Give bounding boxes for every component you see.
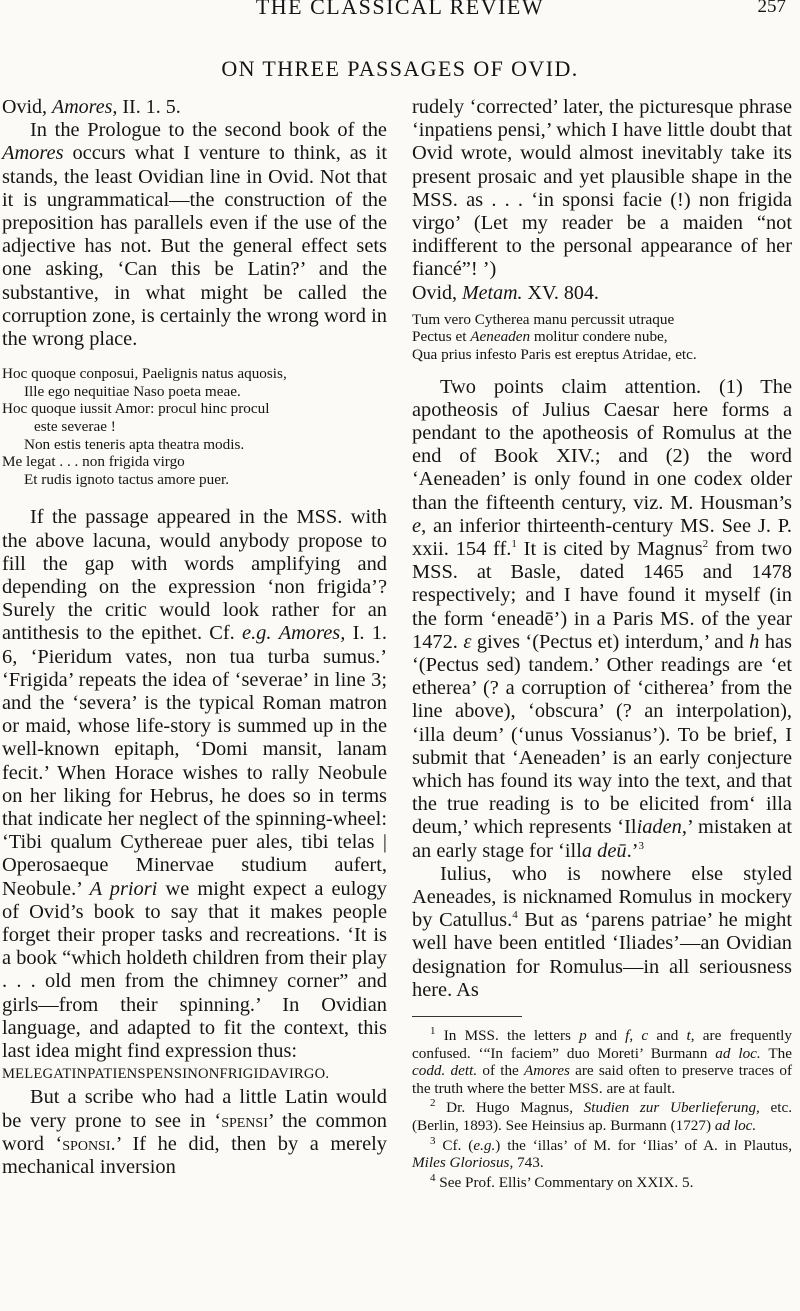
page-number: 257 — [757, 0, 786, 17]
footnote-ref[interactable]: 3 — [638, 839, 644, 852]
footnote-ref[interactable]: 4 — [512, 909, 518, 922]
footnote: $^2$ Dr. Hugo Magnus, Studien zur Uberlieferung, etc. (Berlin, 1893). See Heinsius ap. Burmann (1727) ad loc. — [412, 1097, 793, 1135]
verse-line: Me legat . . . non frigida virgo — [2, 453, 185, 471]
footnote-ref[interactable]: 1 — [511, 538, 517, 551]
footnote-divider — [412, 1016, 522, 1017]
verse-line: Tum vero Cytherea manu percussit utraque — [412, 310, 675, 328]
verse-quotation — [412, 311, 792, 364]
footnote: $^1$ In MSS. the letters p and f, c and t, are frequently confused. ‘“In faciem” duo Moreti’ Burmann ad loc. The codd. dett. of the Amores are said often to preserve traces of the truth where the better MSS. are at fault. — [412, 1025, 792, 1097]
verse-line: Hoc quoque conposui, Paelignis natus aquosis, — [2, 365, 287, 383]
verse-line: Ille ego nequitiae Naso poeta meae. — [24, 382, 241, 400]
footnote-ref[interactable]: 2 — [702, 538, 709, 551]
capitals-reconstruction: MELEGATINPATIENSPENSINONFRIGIDAVIRGO. — [2, 1066, 330, 1083]
section-heading-amores: Ovid, Amores, II. 1. 5. — [2, 96, 181, 118]
paragraph: But a scribe who had a little Latin would be very prone to see in ‘spensi’ the common word ‘sponsi.’ If he did, then by a merely mechanical inversion — [2, 1086, 387, 1179]
verse-quotation — [2, 365, 387, 488]
section-heading-metam: Ovid, Metam. XV. 804. — [412, 281, 599, 304]
article-title: ON THREE PASSAGES OF OVID. — [221, 56, 579, 81]
verse-line: Pectus et Aeneaden molitur condere nube, — [412, 328, 668, 346]
verse-line: este severae ! — [34, 418, 116, 436]
footnotes — [412, 1027, 792, 1191]
paragraph: In the Prologue to the second book of the Amores occurs what I venture to think, as it stands, the least Ovidian line in Ovid. Not that it is ungrammatical—the construction of the preposition has parallels even if the use of the adjective has not. But the general effect sets one asking, ‘Can this be Latin?’ and the substantive, in what might be called the corruption zone, is certainly the wrong word in the wrong place. — [2, 119, 387, 351]
running-header — [0, 0, 800, 26]
right-column — [412, 96, 792, 1193]
paragraph: If the passage appeared in the MSS. with the above lacuna, would anybody propose to fill the gap with words amplifying and depending on the expression ‘non frigida’? Surely the critic would look rather for an antithesis to the epithet. Cf. e.g. Amores, I. 1. 6, ‘Pieridum vates, non tua turba sumus.’ ‘Frigida’ repeats the idea of ‘severae’ in line 3; and the ‘severa’ is the typical Roman matron or maid, whose life-story is summed up in the well-known epitaph, ‘Domi mansit, lanam fecit.’ When Horace wishes to rally Neobule on her liking for Hebrus, he does so in terms that indicate her neglect of the spinning-wheel: ‘Tibi qualum Cythereae puer ales, tibi telas | Operosaeque Minervae studium aufert, Neobule.’ A priori we might expect a eulogy of Ovid’s book to say that it makes people forget their proper tasks and recreations. ‘It is a book “which holdeth children from their play . . . old men from the chimney corner” and girls—from their spinning.’ In Ovidian language, and adapted to fit the context, this last idea might find expression thus: — [2, 506, 387, 1063]
verse-line: Qua prius infesto Paris est ereptus Atridae, etc. — [412, 346, 697, 364]
paragraph: Two points claim attention. (1) The apotheosis of Julius Caesar here forms a pendant to the apotheosis of Romulus at the end of Book XIV.; and (2) the word ‘Aeneaden’ is only found in one codex older than the fifteenth century, viz. M. Housman’s e, an inferior thirteenth-century MS. See J. P. xxii. 154 ff.$^1$ It is cited by Magnus$^2$ from two MSS. at Basle, dated 1465 and 1478 respectively; and I have found it myself (in the form ‘eneadē’) in a Paris MS. of the year 1472. ε gives ‘(Pectus et) interdum,’ and h has ‘(Pectus sed) tandem.’ Other readings are ‘et etherea’ (? a corruption of ‘citherea’ from the line above), ‘obscura’ (? an interpolation), ‘illa deum’ (‘unus Vossianus’). To be brief, I submit that ‘Aeneaden’ is an early conjecture which has found its way into the text, and that the true reading is to be elicited from‘ illa deum,’ which represents ‘Iliaden,’ mistaken at an early stage for ‘illa deū.’$^3$ — [412, 375, 793, 862]
verse-line: Et rudis ignoto tactus amore puer. — [24, 470, 229, 488]
verse-line: Non estis teneris apta theatra modis. — [24, 435, 245, 453]
footnote: $^3$ Cf. (e.g.) the ‘illas’ of M. for ‘Ilias’ of A. in Plautus, Miles Gloriosus, 743. — [412, 1134, 792, 1172]
paragraph: Iulius, who is nowhere else styled Aeneades, is nicknamed Romulus in mockery by Catullus.$^4$ But as ‘parens patriae’ he might well have been entitled ‘Iliades’—an Ovidian designation for Romulus—in all seriousness here. As — [412, 862, 792, 1001]
footnote: $^4$ See Prof. Ellis’ Commentary on XXIX. 5. — [430, 1171, 694, 1191]
left-column — [2, 96, 387, 1179]
journal-title: THE CLASSICAL REVIEW — [255, 0, 545, 19]
verse-line: Hoc quoque iussit Amor: procul hinc procul — [2, 400, 270, 418]
paragraph: rudely ‘corrected’ later, the picturesque phrase ‘inpatiens pensi,’ which I have little doubt that Ovid wrote, would almost inevitably take its present prosaic and yet plausible shape in the MSS. as . . . ‘in sponsi facie (!) non frigida virgo’ (Let my reader be a maiden “not indifferent to the personal appearance of her fiancé”! ’) — [412, 96, 792, 281]
